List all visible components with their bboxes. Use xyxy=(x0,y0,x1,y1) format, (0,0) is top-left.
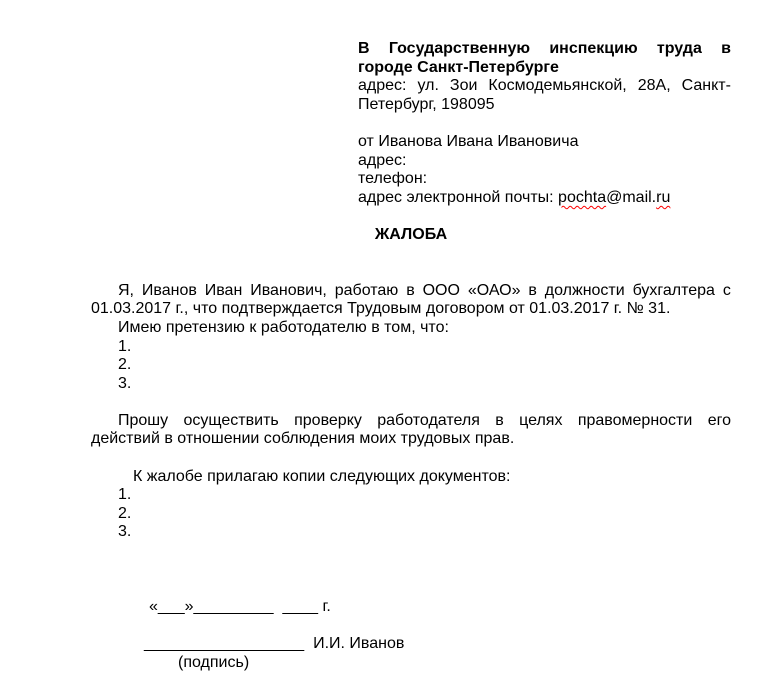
sender-email-domain: @mail. xyxy=(606,188,657,206)
request-paragraph-line2: действий в отношении соблюдения моих трудовых прав. xyxy=(91,430,515,448)
recipient-line1: В Государственную инспекцию труда в xyxy=(358,40,731,57)
signature-line xyxy=(144,635,731,654)
signature-caption: (подпись) xyxy=(178,653,250,671)
claim-item-1: 1. xyxy=(118,337,132,355)
sender-address-label: адрес: xyxy=(358,151,407,169)
recipient-block xyxy=(358,40,731,207)
recipient-address-line1: адрес: ул. Зои Космодемьянской, 28А, Санкт- xyxy=(358,77,731,95)
attachment-item-2: 2. xyxy=(118,504,132,522)
signature-blank: __________________ xyxy=(144,635,305,653)
request-paragraph-line1: Прошу осуществить проверку работодателя в целях правомерности его xyxy=(118,411,731,429)
attachment-item-3: 3. xyxy=(118,523,132,541)
spacer xyxy=(91,393,731,412)
spacer xyxy=(91,263,731,282)
attachment-item-1: 1. xyxy=(118,486,132,504)
spacer xyxy=(91,245,731,264)
sender-email-tld: ru xyxy=(656,188,671,206)
sender-email-user: pochta xyxy=(558,188,607,206)
claim-item-3: 3. xyxy=(118,374,132,392)
sender-email-line xyxy=(358,189,731,208)
body-paragraph1-line2: 01.03.2017 г., что подтверждается Трудовым договором от 01.03.2017 г. № 31. xyxy=(91,300,671,318)
sender-from-line: от Иванова Ивана Ивановича xyxy=(358,132,579,150)
recipient-address-line2: Петербург, 198095 xyxy=(358,95,495,113)
spacer xyxy=(358,114,731,133)
signature-name: И.И. Иванов xyxy=(304,635,405,653)
sender-email-label: адрес электронной почты: xyxy=(358,188,559,206)
claim-item-2: 2. xyxy=(118,356,132,374)
attachments-intro: К жалобе прилагаю копии следующих документов: xyxy=(133,467,511,485)
date-fill-in-line: «___»_________ ____ г. xyxy=(149,597,331,615)
body-paragraph1-line1: Я, Иванов Иван Иванович, работаю в ООО «ОАО» в должности бухгалтера с xyxy=(118,281,731,299)
document-title: ЖАЛОБА xyxy=(374,225,448,243)
spacer xyxy=(91,449,731,468)
recipient-line2: городе Санкт-Петербурге xyxy=(358,58,559,76)
body-paragraph2: Имею претензию к работодателю в том, что: xyxy=(118,318,449,336)
spacer xyxy=(91,207,731,226)
sender-phone-label: телефон: xyxy=(358,170,428,188)
